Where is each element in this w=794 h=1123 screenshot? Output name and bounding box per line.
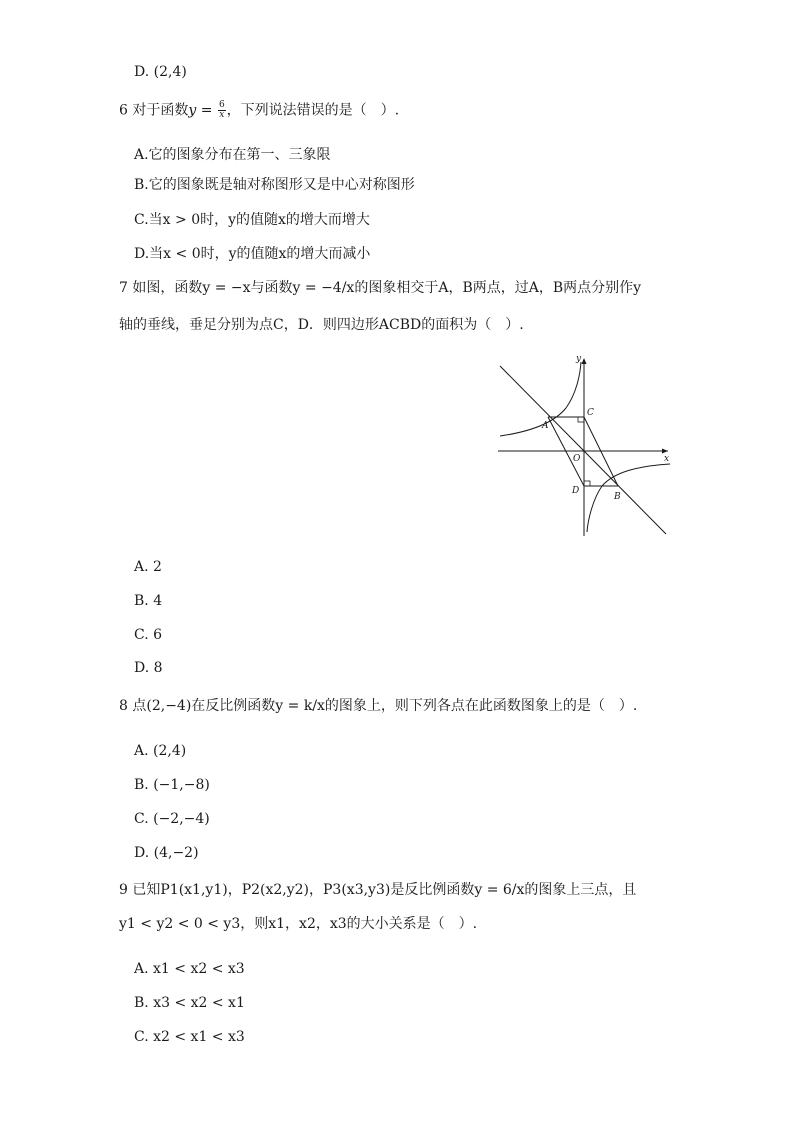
q8-number: 8 (119, 698, 128, 714)
q6-func-y: y (188, 102, 197, 119)
q6-option-d: D.当x < 0时，y的值随x的增大而减小 (134, 246, 371, 262)
q6-func-eq: = (196, 102, 217, 119)
q9-line1-text: 已知P1(x1,y1)，P2(x2,y2)，P3(x3,y3)是反比例函数y = 6/x的图象上三点，且 (132, 882, 637, 898)
q6-number: 6 (119, 102, 128, 119)
q9-number: 9 (119, 882, 128, 898)
y-axis-arrow (582, 358, 587, 364)
q6-option-a: A.它的图象分布在第一、三象限 (134, 147, 331, 163)
q7-option-c: C. 6 (134, 627, 163, 643)
q6-option-c: C.当x > 0时，y的值随x的增大而增大 (134, 212, 370, 228)
q7-stem-line2: 轴的垂线，垂足分别为点C，D．则四边形ACBD的面积为（ ）. (119, 317, 524, 333)
q9-option-b: B. x3 < x2 < x1 (134, 995, 245, 1011)
q6-fraction: $\frac{6}{x}$ (218, 100, 225, 120)
q5-option-d: D. (2,4) (134, 64, 187, 80)
q7-option-a: A. 2 (134, 559, 162, 575)
label-A: A (542, 421, 549, 431)
q9-stem-line2: y1 < y2 < 0 < y3，则x1，x2，x3的大小关系是（ ）. (119, 916, 478, 932)
label-D: D (572, 486, 580, 496)
hyperbola-branch-upper-left (500, 362, 581, 436)
q6-stem (119, 101, 399, 120)
q7-function-graph (498, 354, 672, 536)
q9-stem-line1 (119, 881, 636, 899)
label-y-axis: y (576, 354, 582, 364)
line-y-neg-x (500, 366, 666, 534)
right-angle-mark-d (584, 481, 590, 486)
q9-option-c: C. x2 < x1 < x3 (134, 1029, 245, 1045)
label-x-axis: x (664, 454, 670, 464)
q9-option-a: A. x1 < x2 < x3 (134, 961, 245, 977)
q6-option-b: B.它的图象既是轴对称图形又是中心对称图形 (134, 177, 415, 193)
label-O: O (573, 454, 581, 464)
q6-stem-after: ，下列说法错误的是（ ）. (226, 102, 400, 119)
q8-option-b: B. (−1,−8) (134, 777, 210, 793)
hyperbola-branch-lower-right (587, 464, 670, 532)
q7-stem-line1 (119, 279, 641, 297)
q8-stem (119, 697, 637, 715)
right-angle-mark-c (578, 417, 584, 422)
q8-option-d: D. (4,−2) (134, 845, 199, 861)
q7-number: 7 (119, 280, 128, 296)
q7-option-b: B. 4 (134, 593, 163, 609)
q7-option-d: D. 8 (134, 660, 163, 676)
q7-line1-text: 如图，函数y = −x与函数y = −4/x的图象相交于A，B两点，过A，B两点分别作y (132, 280, 642, 296)
q8-option-c: C. (−2,−4) (134, 811, 210, 827)
x-axis-arrow (662, 449, 668, 454)
q8-option-a: A. (2,4) (134, 743, 187, 759)
q8-line1-text: 点(2,−4)在反比例函数y = k/x的图象上，则下列各点在此函数图象上的是（ ）. (132, 698, 638, 714)
label-B: B (614, 492, 621, 502)
label-C: C (587, 408, 594, 418)
q6-stem-before: 对于函数 (132, 102, 189, 119)
